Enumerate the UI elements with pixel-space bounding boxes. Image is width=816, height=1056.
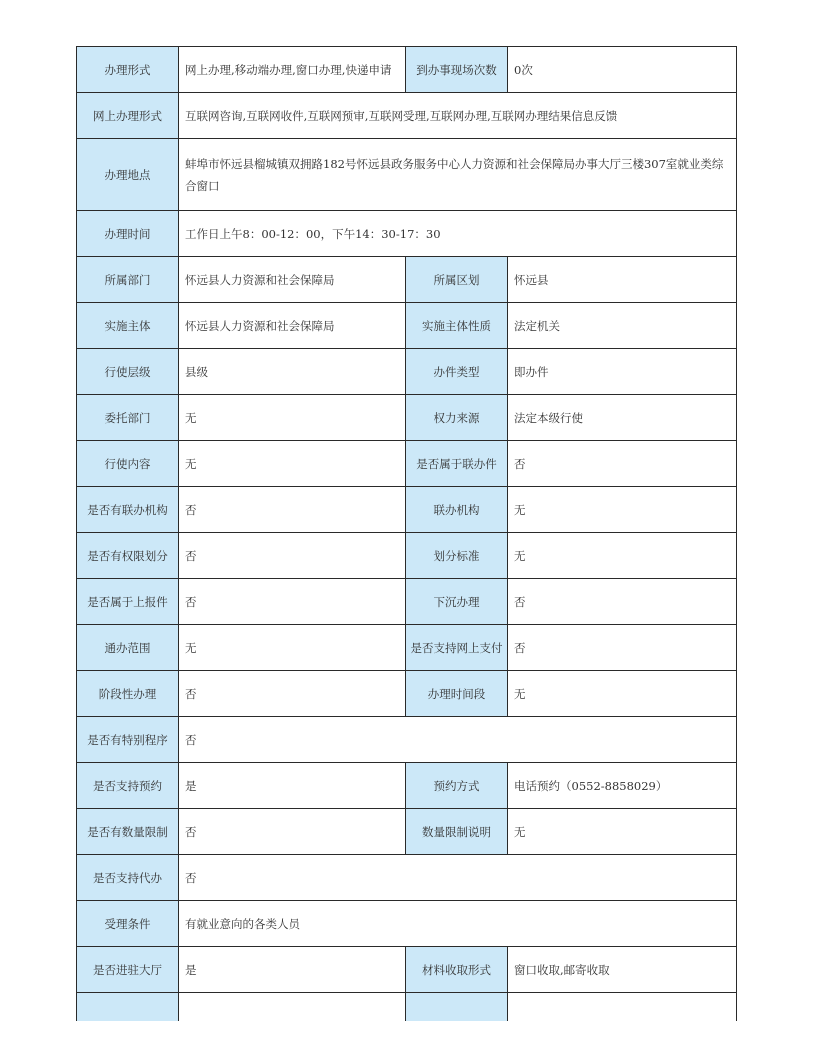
field-value: 无 (508, 533, 737, 579)
field-label-empty (406, 993, 508, 1021)
field-label: 行使内容 (77, 441, 179, 487)
field-label: 网上办理形式 (77, 93, 179, 139)
field-label: 委托部门 (77, 395, 179, 441)
field-label: 是否属于上报件 (77, 579, 179, 625)
field-value: 无 (179, 625, 406, 671)
field-label: 所属区划 (406, 257, 508, 303)
field-label: 通办范围 (77, 625, 179, 671)
table-row (77, 855, 737, 901)
field-label: 权力来源 (406, 395, 508, 441)
field-label: 所属部门 (77, 257, 179, 303)
field-label: 办件类型 (406, 349, 508, 395)
field-label: 联办机构 (406, 487, 508, 533)
field-value: 怀远县 (508, 257, 737, 303)
field-label: 实施主体 (77, 303, 179, 349)
table-row (77, 93, 737, 139)
table-row (77, 395, 737, 441)
field-label: 是否进驻大厅 (77, 947, 179, 993)
field-value: 是 (179, 947, 406, 993)
field-label: 是否有数量限制 (77, 809, 179, 855)
table-row (77, 303, 737, 349)
field-value: 否 (508, 579, 737, 625)
table-row (77, 671, 737, 717)
field-value: 否 (179, 809, 406, 855)
table-row (77, 717, 737, 763)
table-row (77, 809, 737, 855)
field-label: 数量限制说明 (406, 809, 508, 855)
table-row (77, 625, 737, 671)
field-label: 是否有特别程序 (77, 717, 179, 763)
field-label: 材料收取形式 (406, 947, 508, 993)
field-value: 即办件 (508, 349, 737, 395)
field-label: 下沉办理 (406, 579, 508, 625)
service-info-table-wrapper (76, 46, 736, 1021)
field-label: 是否支持预约 (77, 763, 179, 809)
field-label: 办理形式 (77, 47, 179, 93)
table-row (77, 763, 737, 809)
field-value: 否 (508, 625, 737, 671)
field-value: 法定本级行使 (508, 395, 737, 441)
table-row (77, 47, 737, 93)
table-row (77, 349, 737, 395)
field-value: 窗口收取,邮寄收取 (508, 947, 737, 993)
field-label: 办理时间段 (406, 671, 508, 717)
field-label: 到办事现场次数 (406, 47, 508, 93)
field-value: 是 (179, 763, 406, 809)
table-row (77, 139, 737, 211)
field-value: 法定机关 (508, 303, 737, 349)
field-label: 受理条件 (77, 901, 179, 947)
field-value: 否 (179, 487, 406, 533)
field-value: 工作日上午8：00-12：00，下午14：30-17：30 (179, 211, 737, 257)
field-value: 无 (508, 809, 737, 855)
field-value: 否 (508, 441, 737, 487)
table-row (77, 257, 737, 303)
field-label: 是否有权限划分 (77, 533, 179, 579)
field-value: 蚌埠市怀远县榴城镇双拥路182号怀远县政务服务中心人力资源和社会保障局办事大厅三楼307室就业类综合窗口 (179, 139, 737, 211)
field-label: 是否支持网上支付 (406, 625, 508, 671)
field-value: 否 (179, 533, 406, 579)
table-row (77, 211, 737, 257)
table-row (77, 441, 737, 487)
field-label: 行使层级 (77, 349, 179, 395)
field-value-empty (179, 993, 406, 1021)
field-value: 否 (179, 579, 406, 625)
field-label: 办理地点 (77, 139, 179, 211)
field-value: 怀远县人力资源和社会保障局 (179, 257, 406, 303)
field-value: 无 (179, 441, 406, 487)
field-label: 是否有联办机构 (77, 487, 179, 533)
service-info-table (76, 46, 737, 1021)
field-value: 互联网咨询,互联网收件,互联网预审,互联网受理,互联网办理,互联网办理结果信息反馈 (179, 93, 737, 139)
field-value: 无 (508, 671, 737, 717)
field-value-empty (508, 993, 737, 1021)
field-value: 有就业意向的各类人员 (179, 901, 737, 947)
field-value: 无 (508, 487, 737, 533)
table-row (77, 533, 737, 579)
field-label-empty (77, 993, 179, 1021)
table-row (77, 487, 737, 533)
field-value: 网上办理,移动端办理,窗口办理,快递申请 (179, 47, 406, 93)
field-value: 无 (179, 395, 406, 441)
table-row-partial (77, 993, 737, 1021)
table-row (77, 947, 737, 993)
field-label: 是否支持代办 (77, 855, 179, 901)
field-label: 实施主体性质 (406, 303, 508, 349)
table-row (77, 579, 737, 625)
field-label: 是否属于联办件 (406, 441, 508, 487)
field-label: 阶段性办理 (77, 671, 179, 717)
field-value: 否 (179, 855, 737, 901)
field-value: 否 (179, 717, 737, 763)
field-value: 0次 (508, 47, 737, 93)
field-label: 预约方式 (406, 763, 508, 809)
field-value: 电话预约（0552-8858029） (508, 763, 737, 809)
field-value: 县级 (179, 349, 406, 395)
table-row (77, 901, 737, 947)
field-label: 划分标准 (406, 533, 508, 579)
field-value: 怀远县人力资源和社会保障局 (179, 303, 406, 349)
field-value: 否 (179, 671, 406, 717)
field-label: 办理时间 (77, 211, 179, 257)
